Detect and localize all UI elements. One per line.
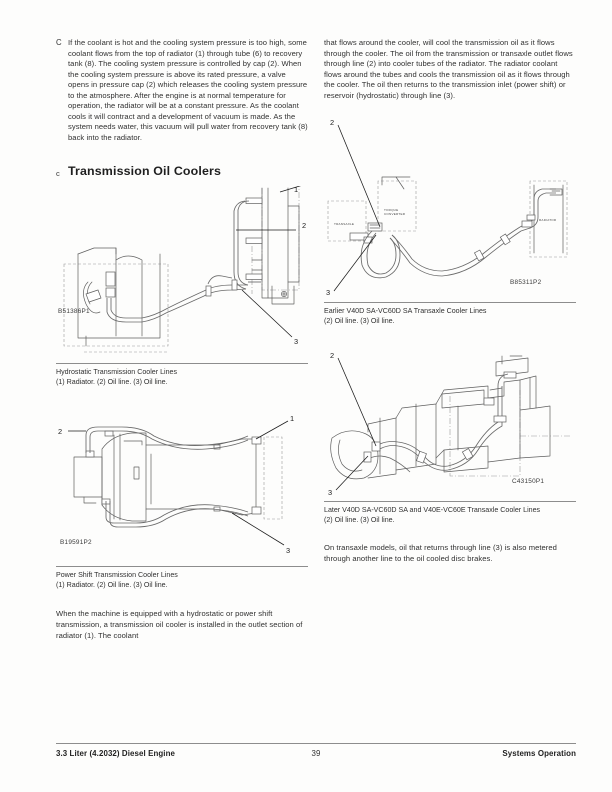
figure-hydrostatic-cooler-lines (56, 186, 308, 387)
figure-2-caption-title: Power Shift Transmission Cooler Lines (56, 571, 178, 580)
hydrostatic-cooler-diagram (56, 186, 308, 358)
figure-power-shift-cooler-lines (56, 409, 308, 590)
figure-1-caption-title: Hydrostatic Transmission Cooler Lines (56, 368, 178, 377)
figure-2-artwork (56, 409, 308, 561)
figure-1-rule (56, 363, 308, 364)
right-closing-paragraph: On transaxle models, oil that returns through line (3) is also metered through another line to the oil cooled disc brakes. (324, 543, 557, 563)
figure-1-id: B51386P1 (58, 308, 90, 316)
figure-4-rule (324, 501, 576, 502)
callout-3: 3 (286, 546, 291, 556)
figure-3-id: B85311P2 (510, 279, 542, 287)
figure-1-artwork (56, 186, 308, 358)
later-transaxle-cooler-diagram (324, 346, 576, 496)
paragraph-c (56, 38, 308, 143)
callout-2: 2 (330, 119, 335, 128)
callout-2: 2 (58, 427, 63, 437)
torque-converter-label-2: CONVERTER (384, 212, 406, 217)
page-number: 39 (311, 749, 321, 758)
callout-3: 3 (326, 288, 331, 298)
footer-row (56, 749, 576, 758)
figure-3-rule (324, 302, 576, 303)
power-shift-cooler-diagram (56, 409, 308, 561)
left-closing-paragraph: When the machine is equipped with a hydrostatic or power shift transmission, a transmission oil cooler is installed in the outlet section of radiator (1). The coolant (56, 609, 303, 640)
callout-3: 3 (294, 337, 299, 347)
figure-3-caption-legend: (2) Oil line. (3) Oil line. (324, 316, 395, 325)
callout-2: 2 (330, 351, 335, 361)
earlier-transaxle-cooler-diagram (324, 119, 576, 297)
figure-4-id: C43150P1 (512, 478, 545, 486)
paragraph-marker-c: C (56, 38, 62, 47)
section-marker-c: c (56, 169, 60, 179)
footer-right-text: Systems Operation (502, 749, 576, 758)
figure-4-artwork (324, 346, 576, 496)
right-opening-paragraph: that flows around the cooler, will cool the transmission oil as it flows through the cooler. The oil from the transmission or transaxle outlet flows through line (2) into cooler tubes of the radiator. The radiator coolant flows around the tubes and cools the transmission oil as it flows through the cooler. The oil then returns to the transmission inlet (power shift) or reservoir (hydrostatic) through line (3). (324, 38, 573, 100)
callout-3: 3 (328, 488, 333, 497)
section-heading-transmission-oil-coolers (56, 164, 308, 178)
callout-2: 2 (302, 221, 307, 231)
transaxle-label: TRANSAXLE (334, 222, 355, 227)
footer-rule (56, 743, 576, 744)
figure-1-caption-legend: (1) Radiator. (2) Oil line. (3) Oil line. (56, 377, 168, 386)
page-footer (56, 743, 576, 758)
footer-left-text: 3.3 Liter (4.2032) Diesel Engine (56, 749, 175, 758)
torque-converter-label: TORQUE (384, 208, 399, 213)
figure-4-caption-title: Later V40D SA-VC60D SA and V40E-VC60E Transaxle Cooler Lines (324, 506, 541, 515)
figure-3-caption (324, 307, 576, 326)
figure-3-caption-title: Earlier V40D SA-VC60D SA Transaxle Cooler Lines (324, 307, 487, 316)
callout-1: 1 (294, 186, 299, 195)
figure-earlier-transaxle-cooler-lines (324, 119, 576, 326)
right-column (324, 38, 576, 564)
figure-4-caption-legend: (2) Oil line. (3) Oil line. (324, 515, 395, 524)
paragraph-c-text: If the coolant is hot and the cooling system pressure is too high, some coolant flows from the top of radiator (1) through tube (6) to recovery tank (8). The cooling system pressure is controlled by cap (2). When the cooling system pressure is above its rated pressure, a valve opens in pressure cap (2) which releases the cooling system pressure to the atmosphere. After the engine is at normal temperature for operation, the radiator will be at a constant pressure. As the coolant cools it will contract and a development of vacuum is made. As the system needs water, this vacuum will pull water from recovery tank (8) back into the radiator. (68, 38, 308, 142)
left-column (56, 38, 308, 641)
figure-2-caption-legend: (1) Radiator. (2) Oil line. (3) Oil line. (56, 580, 168, 589)
section-title: Transmission Oil Coolers (68, 164, 222, 179)
figure-4-caption (324, 506, 576, 525)
figure-1-caption (56, 368, 308, 387)
figure-later-transaxle-cooler-lines (324, 346, 576, 525)
figure-2-id: B19591P2 (60, 539, 92, 547)
figure-2-rule (56, 566, 308, 567)
figure-2-caption (56, 571, 308, 590)
callout-1: 1 (290, 414, 295, 424)
figure-3-artwork (324, 119, 576, 297)
radiator-label: RADIATOR (539, 218, 557, 223)
